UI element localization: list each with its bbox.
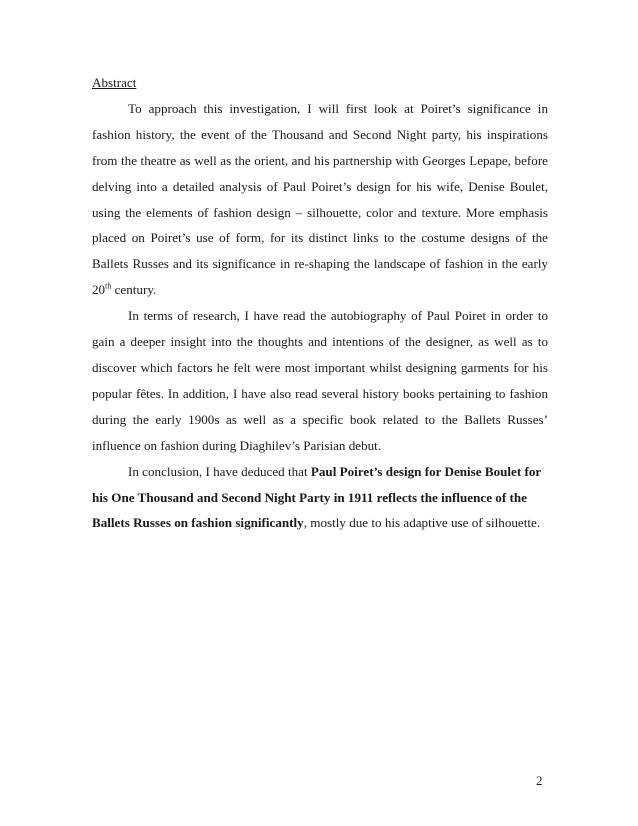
paragraph-research-text: In terms of research, I have read the autobiography of Paul Poiret in order to gain a deeper insight into the thoughts and intentions of the designer, as well as to discover which factors he felt were most important whilst designing garments for his popular fêtes. In addition, I have also read several history books pertaining to fashion during the early 1900s as well as a specific book related to the Ballets Russes’ influence on fashion during Diaghilev’s Parisian debut. xyxy=(92,308,548,453)
paragraph-conclusion-ending: , mostly due to his adaptive use of silhouette. xyxy=(303,515,541,531)
paragraph-approach-text: To approach this investigation, I will first look at Poiret’s significance in fashion history, the event of the Thousand and Second Night party, his inspirations from the theatre as well as the orient, and his partnership with Georges Lepape, before delving into a detailed analysis of Paul Poiret’s design for his wife, Denise Boulet, using the elements of fashion design – silhouette, color and texture. More emphasis placed on Poiret’s use of form, for its distinct links to the costume designs of the Ballets Russes and its significance in re-shaping the landscape of fashion in the early 20 xyxy=(92,100,548,298)
thesis-statement: Paul Poiret’s design for Denise Boulet for his One Thousand and Second Night Party in 1911 reflects the influence of the Ballets Russes on fashion significantly xyxy=(92,463,541,531)
abstract-section xyxy=(92,70,548,536)
paragraph-conclusion xyxy=(92,459,548,537)
abstract-heading: Abstract xyxy=(92,75,137,90)
paragraph-conclusion-intro: In conclusion, I have deduced that xyxy=(128,463,311,479)
page-number: 2 xyxy=(536,773,543,788)
paragraph-research xyxy=(92,303,548,458)
paragraph-approach-ending: century. xyxy=(111,282,157,298)
paragraph-approach xyxy=(92,96,548,303)
ordinal-superscript: th xyxy=(105,281,112,291)
